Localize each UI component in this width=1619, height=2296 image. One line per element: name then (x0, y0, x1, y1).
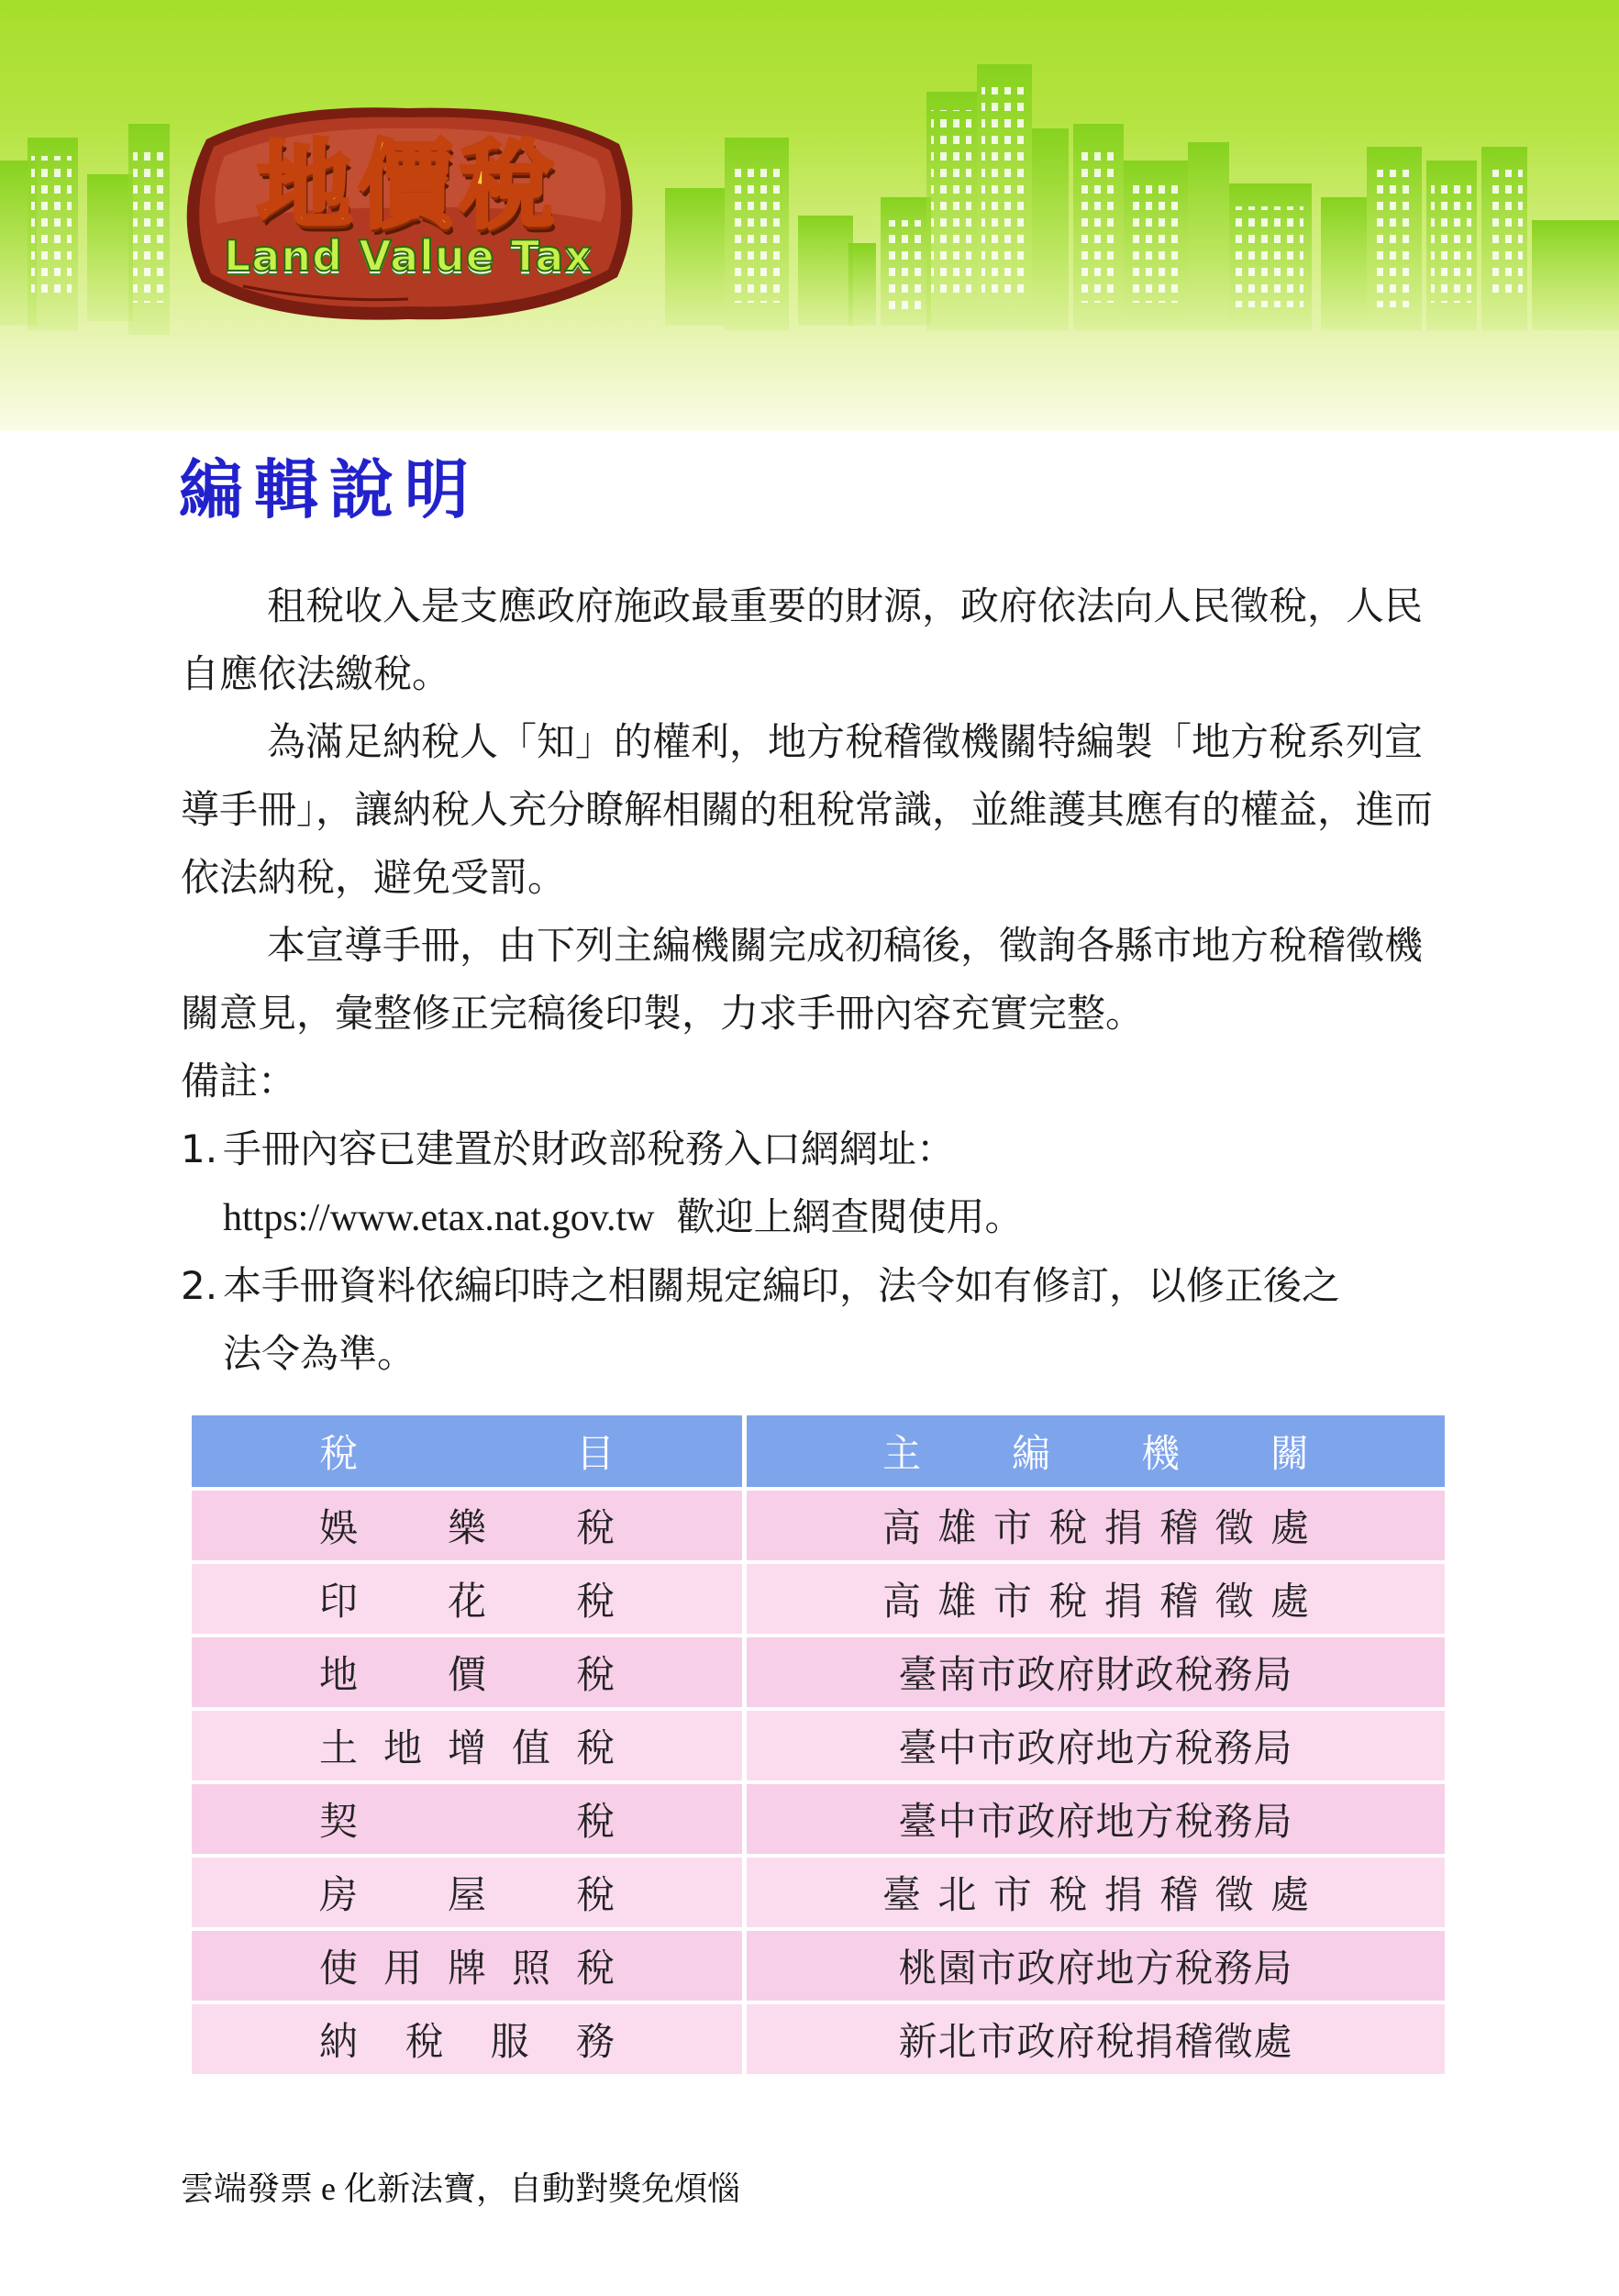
note-text: 本手冊資料依編印時之相關規定編印，法令如有修訂，以修正後之 (223, 1263, 1341, 1308)
paragraph-1: 租稅收入是支應政府施政最重要的財源，政府依法向人民徵稅，人民自應依法繳稅。 (181, 583, 1424, 696)
table-row (192, 1711, 1445, 1784)
paragraph-3: 本宣導手冊，由下列主編機關完成初稿後，徵詢各縣市地方稅稽徵機關意見，彙整修正完稿後印製，力求手冊內容充實完整。 (181, 923, 1424, 1036)
tax-item-name (319, 1791, 615, 1847)
agency-cell (747, 1491, 1445, 1564)
character: 處 (1270, 1505, 1309, 1550)
agency-cell (747, 1564, 1445, 1637)
sign-title: 地價稅 (256, 129, 560, 241)
tax-item-cell (192, 1564, 747, 1637)
land-value-tax-sign (170, 103, 647, 327)
agency-name: 臺中市政府地方稅務局 (898, 1725, 1293, 1770)
agency-name: 臺中市政府地方稅務局 (898, 1799, 1293, 1844)
tax-item-cell (192, 1931, 747, 2004)
character: 用 (383, 1946, 422, 1991)
tax-item-cell (192, 1637, 747, 1711)
character: 契 (319, 1799, 359, 1844)
character: 稅 (575, 1872, 615, 1917)
character: 捐 (1103, 1872, 1143, 1917)
character: 房 (319, 1872, 359, 1917)
character: 值 (511, 1725, 550, 1770)
character: 稅 (1048, 1505, 1088, 1550)
character: 使 (319, 1946, 359, 1991)
header-label (319, 1424, 615, 1479)
note-number: 1. (181, 1126, 218, 1171)
character: 價 (447, 1652, 486, 1697)
character: 高 (882, 1505, 922, 1550)
character: 稅 (575, 1652, 615, 1697)
note-text: 手冊內容已建置於財政部稅務入口網網址： (223, 1126, 956, 1171)
agency-name (882, 1498, 1309, 1553)
character: 稅 (575, 1725, 615, 1770)
table-row (192, 2004, 1445, 2078)
page-heading: 編輯說明 (179, 452, 480, 527)
character: 稅 (1048, 1872, 1088, 1917)
character: 目 (575, 1431, 615, 1476)
tax-item-name (319, 1498, 615, 1553)
character: 處 (1270, 1579, 1309, 1624)
character: 稅 (575, 1946, 615, 1991)
etax-link[interactable]: https://www.etax.nat.gov.tw (223, 1197, 655, 1239)
character: 稅 (575, 1579, 615, 1624)
tax-item-name (319, 1571, 615, 1626)
character: 市 (992, 1505, 1032, 1550)
character: 印 (319, 1579, 359, 1624)
tax-item-name (319, 1865, 615, 1920)
character: 稅 (405, 2019, 444, 2064)
tax-item-cell (192, 1711, 747, 1784)
note-text-after-url: 歡迎上網查閱使用。 (676, 1194, 1024, 1239)
table-row (192, 1637, 1445, 1711)
character: 機 (1140, 1431, 1180, 1476)
character: 稅 (1048, 1579, 1088, 1624)
agency-cell (747, 1711, 1445, 1784)
character: 稅 (575, 1799, 615, 1844)
table-header-row (192, 1415, 1445, 1491)
character: 臺 (882, 1872, 922, 1917)
character: 稅 (575, 1505, 615, 1550)
editing-agencies-table (192, 1415, 1445, 2078)
note-number: 2. (181, 1263, 218, 1308)
character: 稅 (319, 1431, 359, 1476)
character: 徵 (1214, 1579, 1254, 1624)
tax-item-cell (192, 1491, 747, 1564)
agency-cell (747, 1637, 1445, 1711)
character: 雄 (937, 1579, 977, 1624)
character: 務 (575, 2019, 615, 2064)
character: 關 (1270, 1431, 1309, 1476)
agency-name (882, 1865, 1309, 1920)
agency-name: 臺南市政府財政稅務局 (898, 1652, 1293, 1697)
character: 地 (383, 1725, 422, 1770)
character: 花 (447, 1579, 486, 1624)
note-continuation: 法令為準。 (223, 1331, 416, 1376)
header-banner (0, 0, 1619, 431)
character: 徵 (1214, 1505, 1254, 1550)
agency-name: 桃園市政府地方稅務局 (898, 1946, 1293, 1991)
tax-item-name (319, 1645, 615, 1700)
footer-slogan: 雲端發票 e 化新法寶，自動對獎免煩惱 (181, 2170, 740, 2207)
editorial-notes-body (181, 572, 1456, 1388)
character: 稽 (1159, 1872, 1199, 1917)
note-url-line (181, 1183, 1456, 1252)
agency-cell (747, 1784, 1445, 1858)
table-row (192, 1858, 1445, 1931)
character: 地 (319, 1652, 359, 1697)
header-tax-item (192, 1415, 747, 1491)
header-label (882, 1424, 1309, 1479)
character: 照 (511, 1946, 550, 1991)
agency-cell (747, 2004, 1445, 2078)
agency-name: 新北市政府稅捐稽徵處 (898, 2019, 1293, 2064)
tax-item-cell (192, 1858, 747, 1931)
character: 樂 (447, 1505, 486, 1550)
tax-item-name (319, 1718, 615, 1773)
character: 處 (1270, 1872, 1309, 1917)
notes-label: 備註： (181, 1059, 297, 1104)
character: 娛 (319, 1505, 359, 1550)
character: 北 (937, 1872, 977, 1917)
agency-cell (747, 1931, 1445, 2004)
character: 捐 (1103, 1579, 1143, 1624)
character: 納 (319, 2019, 359, 2064)
character: 增 (447, 1725, 486, 1770)
character: 牌 (447, 1946, 486, 1991)
tax-item-cell (192, 1784, 747, 1858)
table-row (192, 1784, 1445, 1858)
table-row (192, 1931, 1445, 2004)
character: 屋 (447, 1872, 486, 1917)
character: 服 (490, 2019, 529, 2064)
character: 土 (319, 1725, 359, 1770)
paragraph-2: 為滿足納稅人「知」的權利，地方稅稽徵機關特編製「地方稅系列宣導手冊」，讓納稅人充分瞭解相關的租稅常識，並維護其應有的權益，進而依法納稅，避免受罰。 (181, 719, 1434, 900)
note-item-2 (181, 1252, 1456, 1388)
character: 稽 (1159, 1579, 1199, 1624)
sign-subtitle: Land Value Tax (223, 231, 593, 281)
agency-cell (747, 1858, 1445, 1931)
character: 徵 (1214, 1872, 1254, 1917)
character: 捐 (1103, 1505, 1143, 1550)
header-editing-agency (747, 1415, 1445, 1491)
agency-name (882, 1571, 1309, 1626)
character: 市 (992, 1872, 1032, 1917)
character: 主 (882, 1431, 922, 1476)
table-body (192, 1491, 1445, 2078)
note-item-1 (181, 1115, 1456, 1252)
table-row (192, 1491, 1445, 1564)
tax-item-name (319, 1938, 615, 1993)
tax-item-cell (192, 2004, 747, 2078)
character: 高 (882, 1579, 922, 1624)
character: 市 (992, 1579, 1032, 1624)
tax-item-name (319, 2012, 615, 2067)
table-row (192, 1564, 1445, 1637)
character: 雄 (937, 1505, 977, 1550)
character: 編 (1011, 1431, 1050, 1476)
character: 稽 (1159, 1505, 1199, 1550)
